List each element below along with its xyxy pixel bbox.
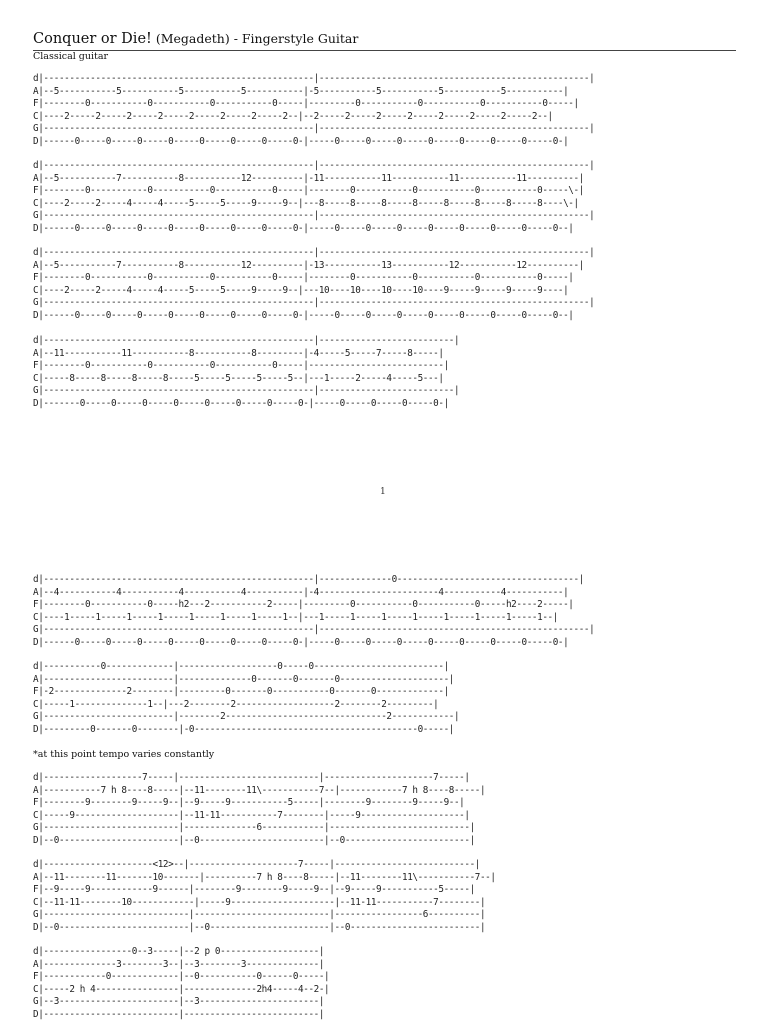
tab-system-3: d|----------------------------------------------------|----------------------------------------------------| A|--5-----------7-----------8-----------12----------|-13-----------13-----------12-----------12----------| F|--------0-----------0-----------0-----------0-----|--------0-----------0-----------0-----------0-----| C|----2-----2-----4-----4-----5-----5-----9-----9--|---10----10----10----10----9-----9-----9-----9----| G|----------------------------------------------------|----------------------------------------------------| D|------0-----0-----0-----0-----0-----0-----0-----0-|-----0-----0-----0-----0-----0-----0-----0-----0--|: [33, 247, 595, 321]
tab-system-4: d|----------------------------------------------------|--------------------------| A|--11-----------11-----------8-----------8---------|-4-----5-----7-----8-----| F|--------0-----------0-----------0-----------0-----|--------------------------| C|-----8-----8-----8-----8-----5-----5-----5-----5--|---1-----2-----4-----5---| G|----------------------------------------------------|--------------------------| D|-------0-----0-----0-----0-----0-----0-----0-----0-|-----0-----0-----0-----0-|: [33, 335, 460, 409]
tab-system-2: d|----------------------------------------------------|----------------------------------------------------| A|--5-----------7-----------8-----------12----------|-11-----------11-----------11-----------11----------| F|--------0-----------0-----------0-----------0-----|--------0-----------0-----------0-----------0-----\-| C|----2-----2-----4-----4-----5-----5-----9-----9--|---8-----8-----8-----8-----8-----8-----8-----8----\-| G|----------------------------------------------------|----------------------------------------------------| D|------0-----0-----0-----0-----0-----0-----0-----0-|-----0-----0-----0-----0-----0-----0-----0-----0--|: [33, 160, 595, 234]
tab-system-1: d|----------------------------------------------------|----------------------------------------------------| A|--5-----------5-----------5-----------5-----------|-5-----------5-----------5-----------5-----------| F|--------0-----------0-----------0-----------0-----|---------0-----------0-----------0-----------0-----| C|----2-----2-----2-----2-----2-----2-----2-----2--|--2-----2-----2-----2-----2-----2-----2-----2--| G|----------------------------------------------------|----------------------------------------------------| D|------0-----0-----0-----0-----0-----0-----0-----0-|-----0-----0-----0-----0-----0-----0-----0-----0-|: [33, 73, 595, 147]
song-title: Conquer or Die!: [33, 31, 152, 47]
tab-system-8: d|---------------------<12>--|---------------------7-----|---------------------------| A|--11--------11-------10-------|----------7 h 8----8-----|--11--------11\-----------7--| F|--9-----9------------9------|--------9--------9-----9--|--9-----9-----------5-----| C|--11-11--------10------------|-----9--------------------|--11-11-----------7--------| G|----------------------------|--------------------------|-----------------6----------| D|--0-------------------------|--0-----------------------|--0-------------------------|: [33, 859, 496, 933]
document-title: [33, 31, 358, 47]
title-divider: [33, 50, 736, 51]
tab-system-5: d|----------------------------------------------------|--------------0-----------------------------------| A|--4-----------4-----------4-----------4-----------|-4-----------------------4-----------4-----------| F|--------0-----------0-----h2---2-----------2-----|---------0-----------0-----------0-----h2----2-----| C|----1-----1-----1-----1-----1-----1-----1-----1--|---1-----1-----1-----1-----1-----1-----1-----1--| G|----------------------------------------------------|----------------------------------------------------| D|------0-----0-----0-----0-----0-----0-----0-----0-|-----0-----0-----0-----0-----0-----0-----0-----0-|: [33, 574, 595, 648]
tab-system-6: d|-----------0-------------|-------------------0-----0-------------------------| A|-------------------------|--------------0-------0-------0---------------------| F|-2--------------2--------|---------0-------0-----------0-------0-------------| C|-----1--------------1--|---2--------2-------------------2--------2---------| G|-------------------------|--------2-------------------------------2------------| D|---------0-------0--------|-0-------------------------------------------0-----|: [33, 661, 460, 735]
tab-system-7: d|-------------------7-----|---------------------------|---------------------7-----| A|-----------7 h 8----8-----|--11--------11\-----------7--|------------7 h 8----8-----| F|--------9--------9-----9--|--9-----9-----------5-----|--------9--------9-----9--| C|-----9--------------------|--11-11-----------7--------|-----9--------------------| G|--------------------------|--------------6------------|---------------------------| D|--0-----------------------|--0------------------------|--0------------------------|: [33, 772, 486, 846]
tempo-note: *at this point tempo varies constantly: [33, 749, 215, 760]
tab-system-9: d|-----------------0--3-----|--2 p 0-------------------| A|--------------3--------3--|--3--------3--------------| F|------------0-------------|--0-----------0------0-----| C|-----2 h 4----------------|--------------2h4-----4--2-| G|--3-----------------------|--3-----------------------| D|--------------------------|--------------------------|: [33, 946, 330, 1020]
artist-name: (Megadeth): [151, 31, 230, 46]
arrangement-label: - Fingerstyle Guitar: [229, 31, 359, 46]
instrument-label: Classical guitar: [33, 51, 109, 62]
page-number: 1: [380, 487, 386, 497]
